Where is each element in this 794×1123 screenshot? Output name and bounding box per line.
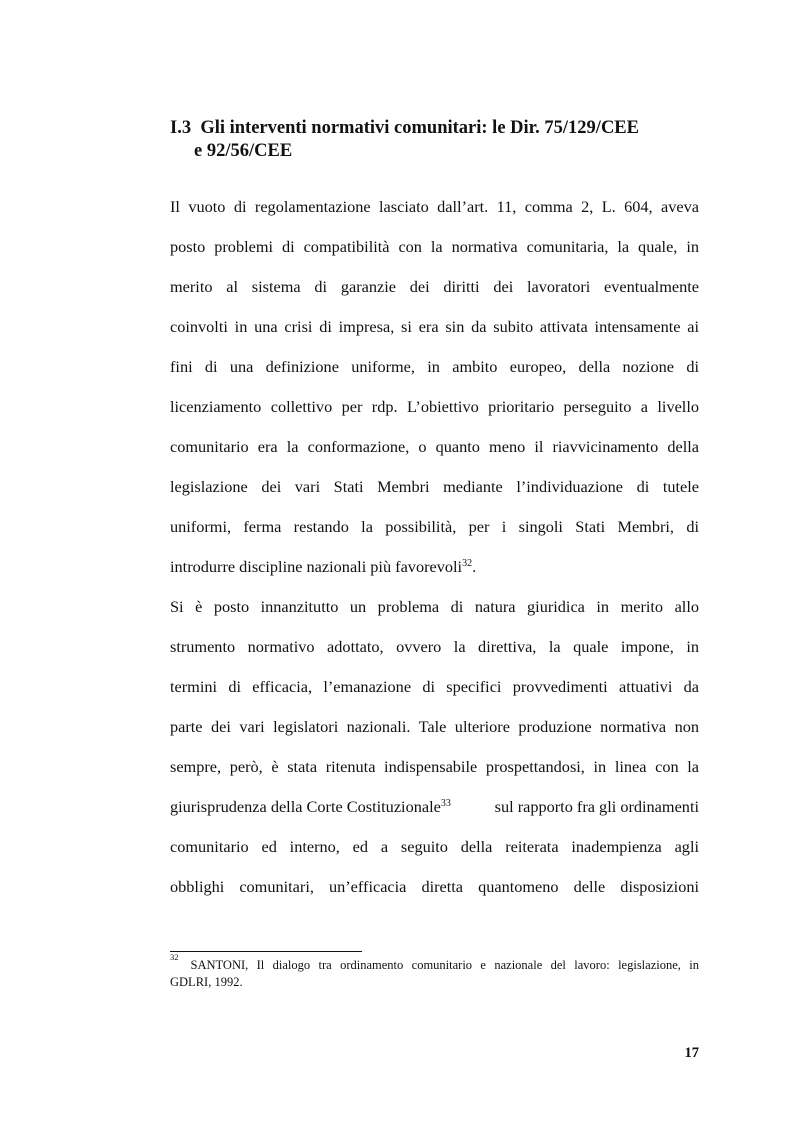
paragraph2-ref-line (170, 793, 699, 833)
paragraph1-line: merito al sistema di garanzie dei diritti dei lavoratori eventualmente (170, 277, 699, 296)
paragraph1-line: posto problemi di compatibilità con la normativa comunitaria, la quale, in (170, 237, 699, 256)
ref-line-before (170, 793, 451, 833)
footnote-ref-32[interactable]: 32 (462, 558, 473, 569)
paragraph1-line: comunitario era la conformazione, o quanto meno il riavvicinamento della (170, 437, 699, 456)
footnote-32 (170, 952, 699, 991)
footnote-number: 32 (170, 952, 179, 962)
ref-line-before-text: giurisprudenza della Corte Costituzionale (170, 797, 441, 816)
body-text (170, 193, 699, 913)
paragraph1-line: uniformi, ferma restando la possibilità, per i singoli Stati Membri, di (170, 517, 699, 536)
ref-line-after: sul rapporto fra gli ordinamenti (494, 797, 699, 816)
paragraph2-line: comunitario ed interno, ed a seguito della reiterata inadempienza agli (170, 837, 699, 856)
paragraph1-line: fini di una definizione uniforme, in ambito europeo, della nozione di (170, 357, 699, 376)
paragraph2-line: sempre, però, è stata ritenuta indispensabile prospettandosi, in linea con la (170, 757, 699, 776)
section-number: I.3 (170, 118, 192, 138)
paragraph1-last-line (170, 553, 699, 593)
paragraph1-line: Il vuoto di regolamentazione lasciato dall’art. 11, comma 2, L. 604, aveva (170, 197, 699, 216)
footnote-line2: GDLRI, 1992. (170, 975, 243, 989)
paragraph1-line: licenziamento collettivo per rdp. L’obiettivo prioritario perseguito a livello (170, 397, 699, 416)
paragraph2-line: Si è posto innanzitutto un problema di natura giuridica in merito allo (170, 597, 699, 616)
paragraph1-line: legislazione dei vari Stati Membri mediante l’individuazione di tutele (170, 477, 699, 496)
paragraph1-period: . (472, 557, 477, 576)
paragraph2-line: termini di efficacia, l’emanazione di specifici provvedimenti attuativi da (170, 677, 699, 696)
section-title-line1: Gli interventi normativi comunitari: le Dir. 75/129/CEE (200, 118, 639, 138)
section-title-line2: e 92/56/CEE (194, 141, 293, 161)
paragraph1-last-text: introdurre discipline nazionali più favorevoli (170, 557, 463, 576)
footnote-line1-text: SANTONI, Il dialogo tra ordinamento comunitario e nazionale del lavoro: legislazione, in (190, 958, 699, 972)
footnote-separator (170, 951, 362, 952)
paragraph1-line: coinvolti in una crisi di impresa, si era sin da subito attivata intensamente ai (170, 317, 699, 336)
section-heading (170, 117, 710, 163)
paragraph2-line: parte dei vari legislatori nazionali. Tale ulteriore produzione normativa non (170, 717, 699, 736)
page-number: 17 (684, 1045, 699, 1061)
paragraph2-line: obblighi comunitari, un’efficacia diretta quantomeno delle disposizioni (170, 877, 699, 896)
footnote-line1 (170, 952, 699, 974)
paragraph2-line: strumento normativo adottato, ovvero la direttiva, la quale impone, in (170, 637, 699, 656)
footnote-ref-33[interactable]: 33 (440, 798, 451, 809)
